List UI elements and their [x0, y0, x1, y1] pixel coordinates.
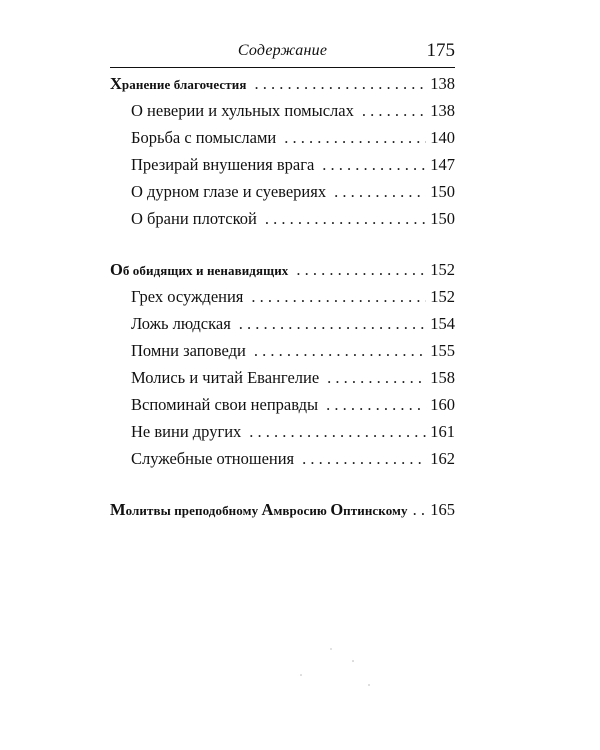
- toc-entry-page: 161: [430, 422, 455, 441]
- toc-entry-title: [110, 70, 246, 98]
- small-caps-text: б обидящих и ненавидящих: [122, 263, 289, 278]
- toc-entry-title: [110, 496, 408, 524]
- toc-entry[interactable]: [110, 364, 455, 391]
- paper-speck: [330, 648, 332, 650]
- dot-leader: [322, 151, 426, 178]
- toc-entry-title: Помни заповеди: [131, 341, 246, 360]
- toc-entry-page: 152: [430, 287, 455, 306]
- small-caps-initial: Х: [110, 74, 122, 93]
- dot-leader: [254, 337, 426, 364]
- toc-entry-title: О брани плотской: [131, 209, 257, 228]
- toc-entry-title: Презирай внушения врага: [131, 155, 315, 174]
- dot-leader: [302, 445, 426, 472]
- dot-leader: [265, 205, 426, 232]
- toc-entry-heading[interactable]: [110, 496, 455, 523]
- toc-entry-page: 150: [430, 182, 455, 201]
- dot-leader: [254, 70, 426, 97]
- dot-leader: [326, 391, 426, 418]
- toc-entry[interactable]: [110, 391, 455, 418]
- dot-leader: [334, 178, 426, 205]
- toc-entry-page: 150: [430, 209, 455, 228]
- dot-leader: [251, 283, 426, 310]
- small-caps-text: птинскому: [343, 503, 408, 518]
- toc-entry-page: 165: [430, 500, 455, 519]
- toc-section-offenders: [110, 256, 455, 472]
- small-caps-initial: О: [110, 260, 123, 279]
- toc-entry-heading[interactable]: [110, 70, 455, 97]
- paper-speck: [300, 674, 302, 676]
- running-head: [110, 40, 455, 64]
- toc-entry[interactable]: [110, 124, 455, 151]
- toc-entry[interactable]: [110, 205, 455, 232]
- toc-entry-title: Служебные отношения: [131, 449, 295, 468]
- dot-leader: [296, 256, 426, 283]
- dot-leader: [413, 496, 429, 523]
- small-caps-text: олитвы преподобному: [125, 503, 262, 518]
- toc-entry-page: 154: [430, 314, 455, 333]
- toc-entry-page: 158: [430, 368, 455, 387]
- dot-leader: [284, 124, 426, 151]
- toc-entry-title: Борьба с помыслами: [131, 128, 277, 147]
- small-caps-text: ранение благочестия: [121, 77, 247, 92]
- header-rule: [110, 67, 455, 68]
- small-caps-initial: А: [261, 500, 274, 519]
- toc-entry-heading[interactable]: [110, 256, 455, 283]
- toc-entry[interactable]: [110, 418, 455, 445]
- toc-entry-page: 155: [430, 341, 455, 360]
- toc-entry-page: 152: [430, 260, 455, 279]
- toc-entry-title: О неверии и хульных помыслах: [131, 101, 354, 120]
- toc-entry[interactable]: [110, 178, 455, 205]
- toc-entry-page: 160: [430, 395, 455, 414]
- toc-entry-page: 138: [430, 101, 455, 120]
- dot-leader: [327, 364, 426, 391]
- toc-entry-title: [110, 256, 288, 284]
- small-caps-initial: О: [330, 500, 344, 519]
- toc-entry[interactable]: [110, 445, 455, 472]
- dot-leader: [249, 418, 426, 445]
- running-title: Содержание: [237, 42, 328, 59]
- toc-entry-page: 162: [430, 449, 455, 468]
- paper-speck: [368, 684, 370, 686]
- toc-entry-page: 140: [430, 128, 455, 147]
- toc-entry[interactable]: [110, 283, 455, 310]
- toc-entry-page: 147: [430, 155, 455, 174]
- toc-entry[interactable]: [110, 337, 455, 364]
- toc-section-piety: [110, 70, 455, 232]
- paper-speck: [352, 660, 354, 662]
- toc-entry-title: О дурном глазе и суевериях: [131, 182, 327, 201]
- toc-entry-page: 138: [430, 74, 455, 93]
- table-of-contents: [110, 70, 455, 523]
- toc-entry-title: Ложь людская: [131, 314, 231, 333]
- toc-entry-title: Грех осуждения: [131, 287, 244, 306]
- toc-entry-title: Не вини других: [131, 422, 242, 441]
- dot-leader: [362, 97, 426, 124]
- toc-entry[interactable]: [110, 97, 455, 124]
- toc-entry-title: Молись и читай Евангелие: [131, 368, 320, 387]
- small-caps-initial: М: [110, 500, 126, 519]
- toc-entry-title: Вспоминай свои неправды: [131, 395, 319, 414]
- page-number: 175: [426, 40, 455, 61]
- toc-entry[interactable]: [110, 151, 455, 178]
- small-caps-text: мвросию: [273, 503, 331, 518]
- dot-leader: [239, 310, 426, 337]
- toc-section-prayers: [110, 496, 455, 523]
- toc-entry[interactable]: [110, 310, 455, 337]
